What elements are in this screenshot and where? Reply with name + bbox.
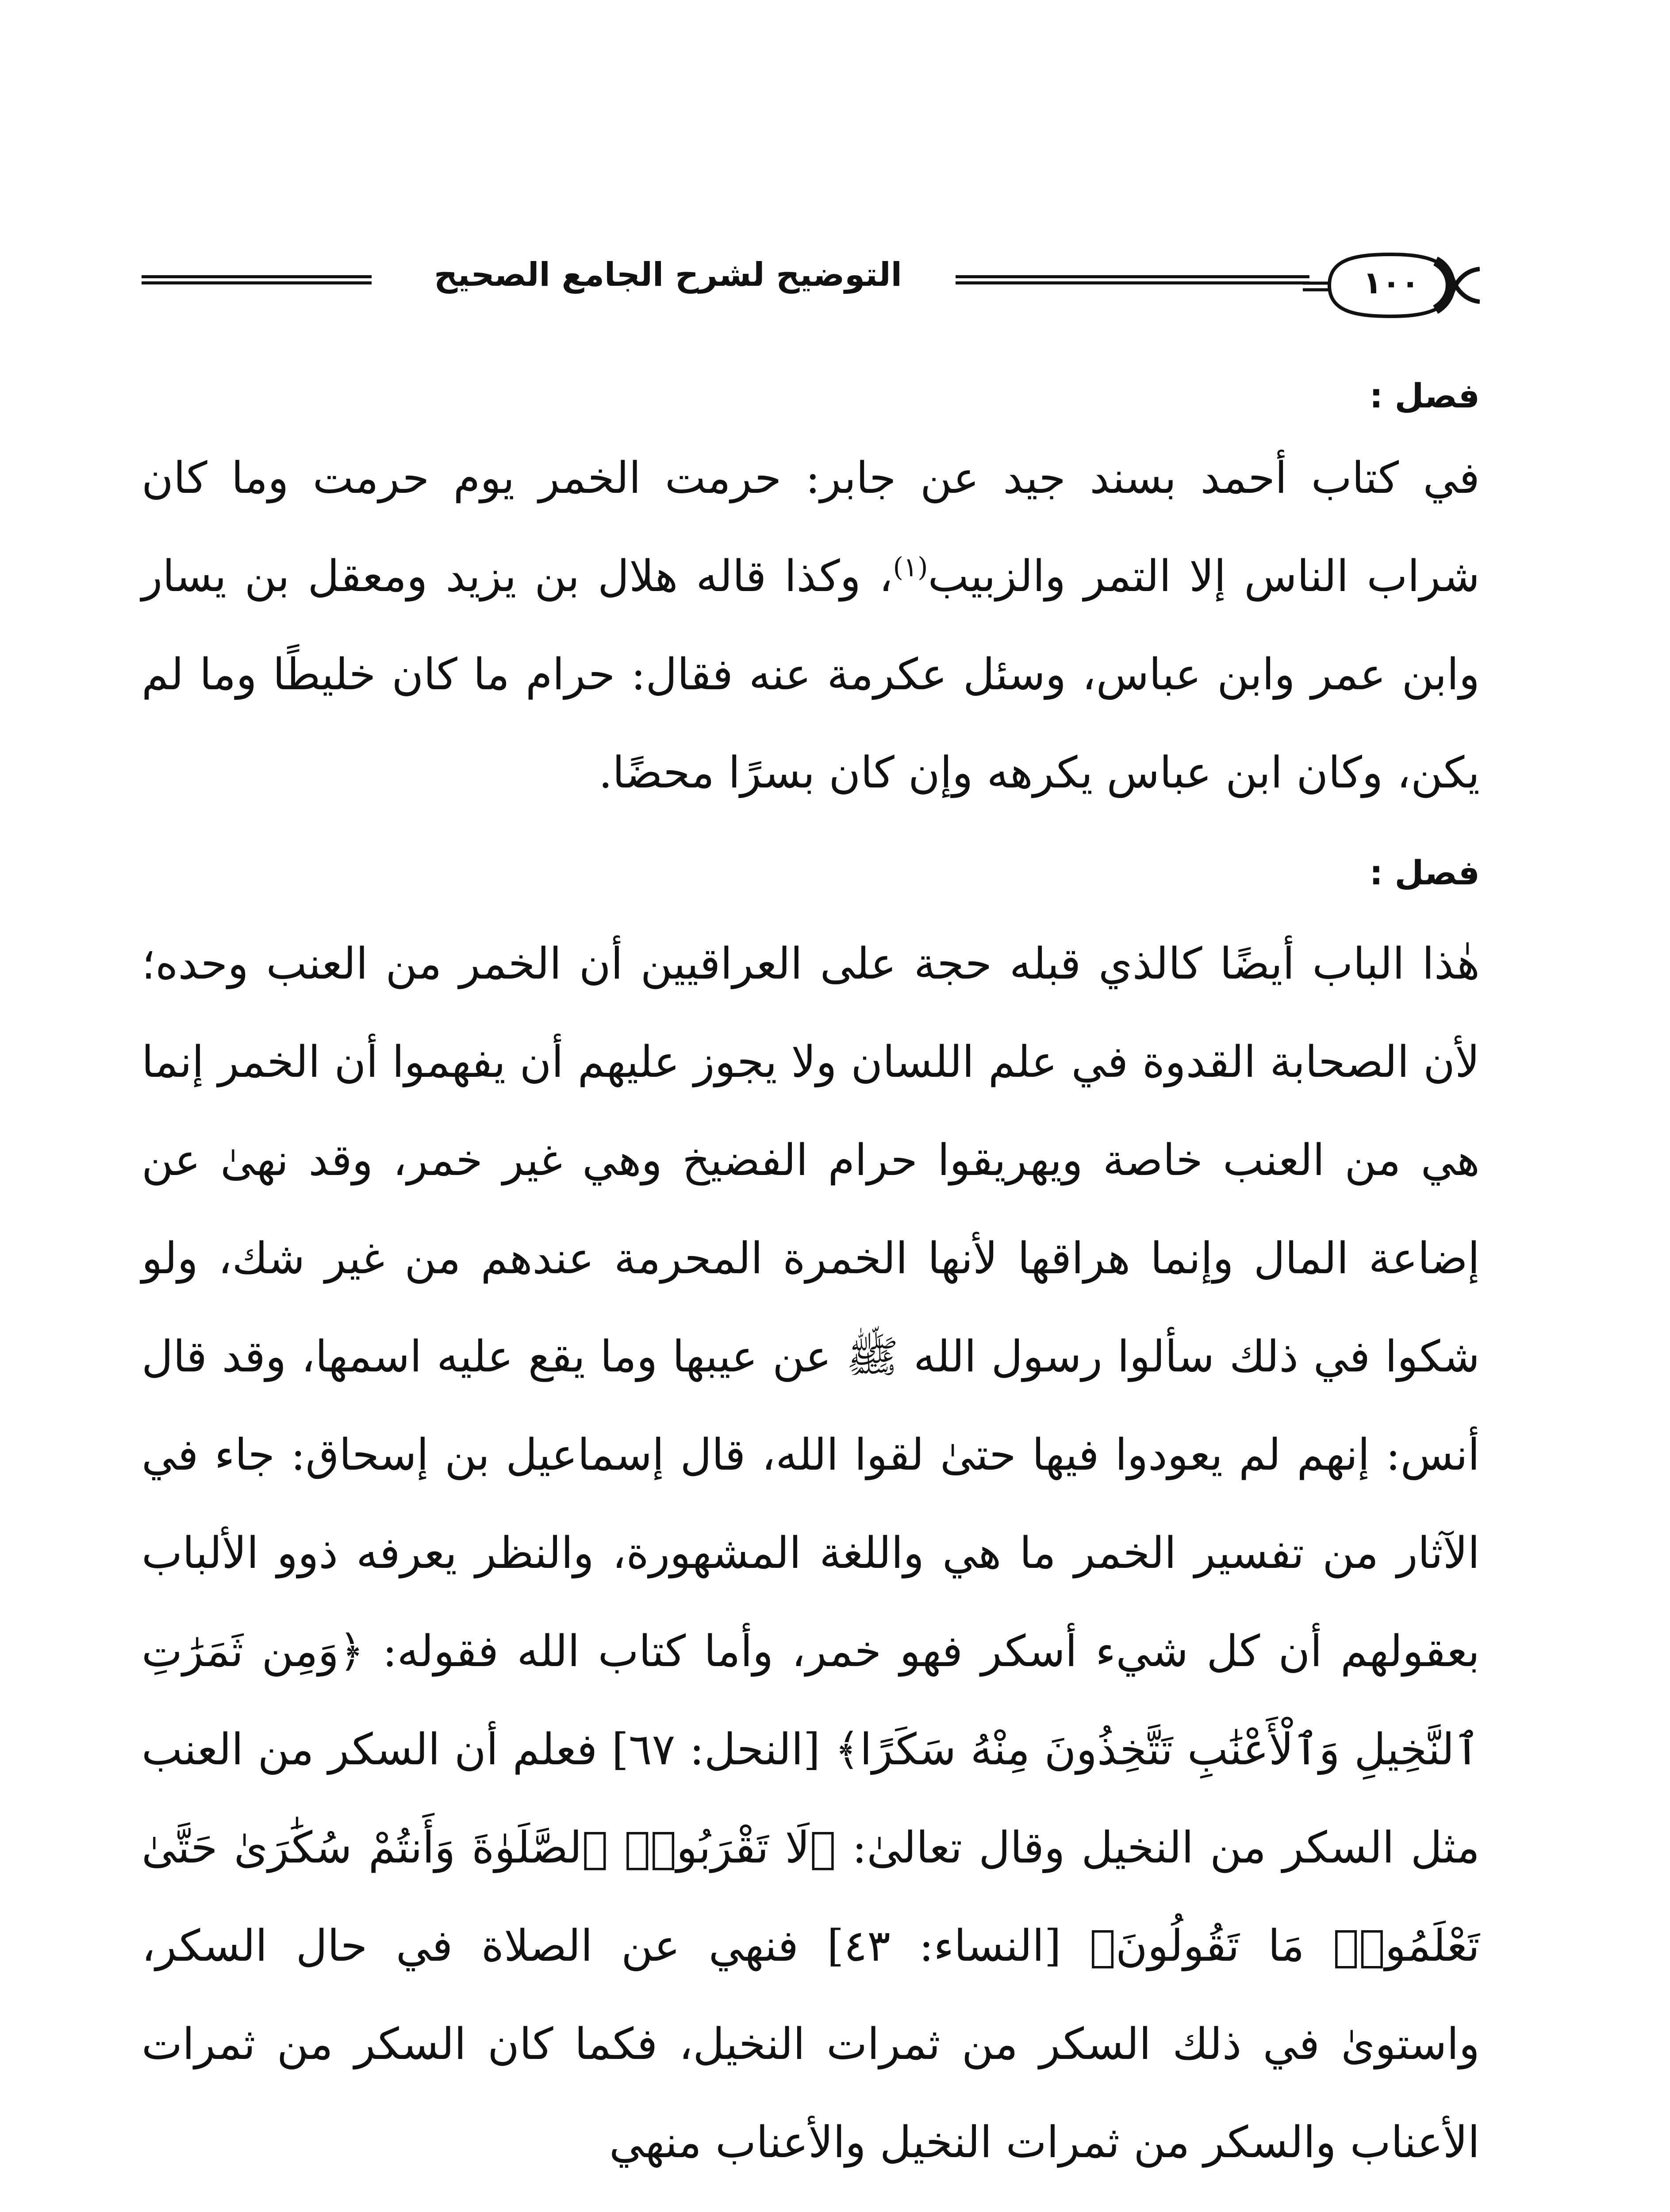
paragraph-text: في كتاب أحمد بسند جيد عن جابر: حرمت الخمر يوم حرمت وما كان شراب الناس إلا التمر والزبيب [142, 453, 1480, 602]
section-heading-1: فصل : [1369, 376, 1480, 415]
header-rule-right [956, 275, 1309, 284]
page-number-badge [1303, 248, 1480, 323]
page-number: ١٠٠ [1363, 265, 1420, 301]
page-body [142, 363, 1480, 2192]
footnote-reference[interactable]: (١) [893, 552, 928, 583]
section-paragraph-1 [142, 429, 1480, 822]
header-rule-left [142, 275, 372, 284]
running-header [142, 248, 1480, 323]
section-heading-2: فصل : [1369, 853, 1480, 892]
running-title: التوضيح لشرح الجامع الصحيح [434, 256, 902, 294]
section-paragraph-2: هٰذا الباب أيضًا كالذي قبله حجة على العراقيين أن الخمر من العنب وحده؛ لأن الصحابة القدوة في علم اللسان ولا يجوز عليهم أن يفهموا أن الخمر إنما هي من العنب خاصة ويهريقوا حرام الفضيخ وهي غير خمر، وقد نهىٰ عن إضاعة المال وإنما هراقها لأنها الخمرة المحرمة عندهم من غير شك، ولو شكوا في ذلك سألوا رسول الله ﷺ عن عيبها وما يقع عليه اسمها، وقد قال أنس: إنهم لم يعودوا فيها حتىٰ لقوا الله، قال إسماعيل بن إسحاق: جاء في الآثار من تفسير الخمر ما هي واللغة المشهورة، والنظر يعرفه ذوو الألباب بعقولهم أن كل شيء أسكر فهو خمر، وأما كتاب الله فقوله: ﴿وَمِن ثَمَرَٰتِ ٱلنَّخِيلِ وَٱلْأَعْنَٰبِ تَتَّخِذُونَ مِنْهُ سَكَرًا﴾ [النحل: ٦٧] فعلم أن السكر من العنب مثل السكر من النخيل وقال تعالىٰ: ﴿لَا تَقْرَبُوا۟ ٱلصَّلَوٰةَ وَأَنتُمْ سُكَٰرَىٰ حَتَّىٰ تَعْلَمُوا۟ مَا تَقُولُونَ﴾ [النساء: ٤٣] فنهي عن الصلاة في حال السكر، واستوىٰ في ذلك السكر من ثمرات النخيل، فكما كان السكر من ثمرات الأعناب والسكر من ثمرات النخيل والأعناب منهي [142, 939, 1480, 2168]
paragraph-text-continued: ، وكذا قاله هلال بن يزيد ومعقل بن يسار وابن عمر وابن عباس، وسئل عكرمة عنه فقال: حرام ما كان خليطًا وما لم يكن، وكان ابن عباس يكرهه وإن كان بسرًا محضًا. [142, 551, 1480, 798]
